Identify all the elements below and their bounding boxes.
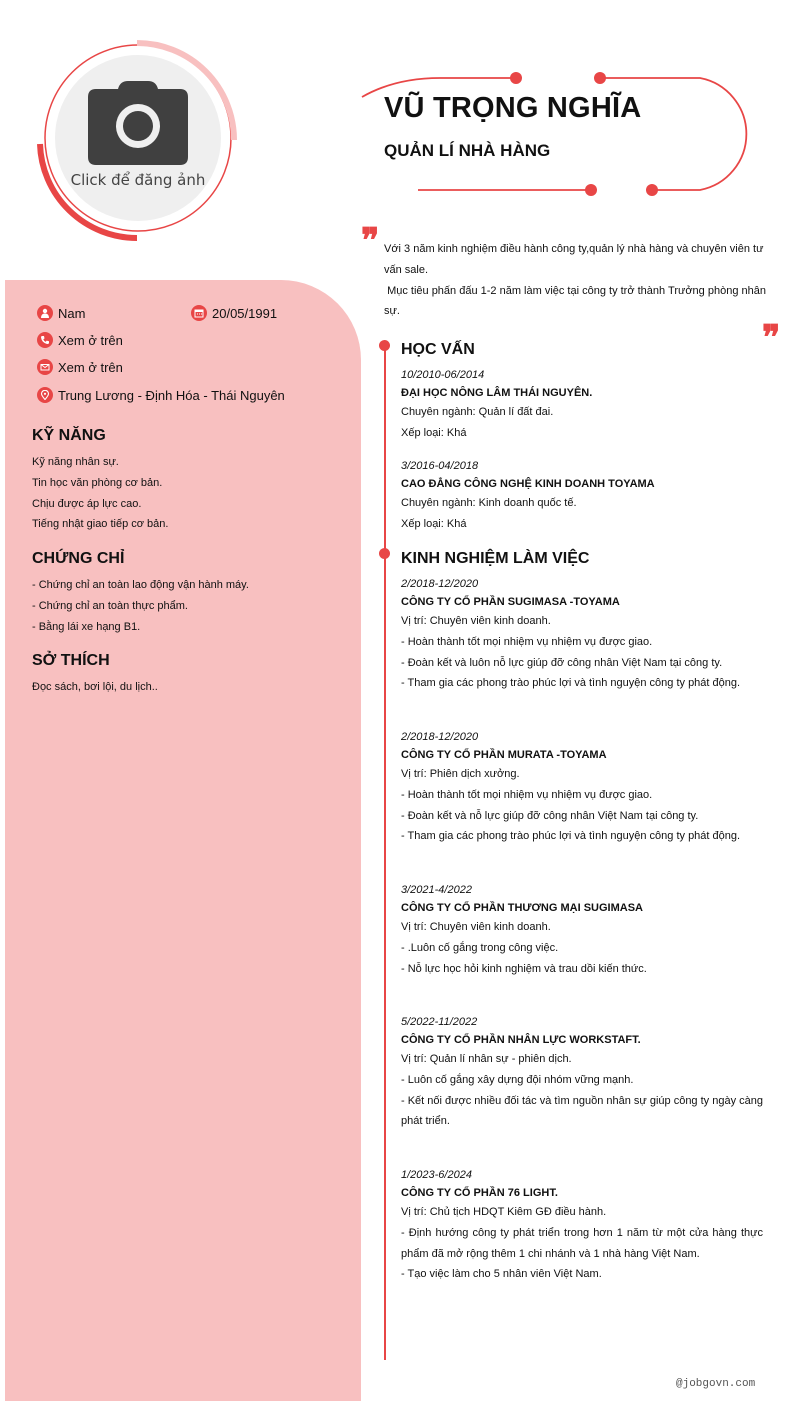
entry-org: CÔNG TY CỔ PHẦN THƯƠNG MẠI SUGIMASA	[401, 902, 643, 914]
entry-org: CÔNG TY CỔ PHẦN SUGIMASA -TOYAMA	[401, 596, 620, 608]
birthday-row	[191, 305, 277, 321]
entry-date: 2/2018-12/2020	[401, 578, 479, 590]
upload-photo-label: Click để đăng ảnh	[70, 171, 206, 189]
location-pin-icon	[37, 387, 53, 403]
entry-line: - Định hướng công ty phát triển trong hơn 1 năm từ một cửa hàng thực phẩm đã mở rộng thêm 1 chi nhánh và 1 nhà hàng Việt Nam.	[401, 1226, 763, 1260]
experience-entry	[401, 881, 763, 979]
entry-line: Chuyên ngành: Quản lí đất đai.	[401, 406, 554, 418]
user-icon	[37, 305, 53, 321]
phone-icon	[37, 332, 53, 348]
footer-watermark: @jobgovn.com	[676, 1378, 756, 1390]
hobby-item: Đọc sách, bơi lội, du lịch..	[32, 681, 158, 693]
certificates-heading: CHỨNG CHỈ	[32, 550, 125, 567]
skills-list	[32, 452, 168, 535]
close-quote-icon: ❞	[762, 318, 781, 358]
experience-entry	[401, 1013, 763, 1132]
phone-value: Xem ở trên	[58, 332, 123, 348]
hobbies-list	[32, 677, 158, 698]
entry-line: - .Luôn cố gắng trong công việc.	[401, 941, 559, 954]
gender-value: Nam	[58, 305, 86, 321]
entry-line: Vị trí: Chủ tịch HDQT Kiêm GĐ điều hành.	[401, 1206, 607, 1218]
entry-line: - Hoàn thành tốt mọi nhiệm vụ nhiệm vụ được giao.	[401, 635, 653, 648]
birthday-value: 20/05/1991	[212, 305, 278, 321]
summary-line: Với 3 năm kinh nghiệm điều hành công ty,quản lý nhà hàng và chuyên viên tư vấn sale.	[384, 243, 764, 276]
email-value: Xem ở trên	[58, 359, 123, 375]
avatar-upload[interactable]	[30, 35, 245, 250]
entry-line: Xếp loại: Khá	[401, 426, 467, 439]
entry-org: CAO ĐẲNG CÔNG NGHỆ KINH DOANH TOYAMA	[401, 478, 655, 490]
header-frame-decoration	[355, 65, 775, 205]
entry-line: - Kết nối được nhiều đối tác và tìm nguồn nhân sự giúp công ty ngày càng phát triển.	[401, 1094, 763, 1128]
entry-line: Chuyên ngành: Kinh doanh quốc tế.	[401, 497, 577, 509]
address-value: Trung Lương - Định Hóa - Thái Nguyên	[58, 387, 285, 403]
timeline-dot	[379, 548, 390, 559]
entry-org: CÔNG TY CỔ PHẦN NHÂN LỰC WORKSTAFT.	[401, 1034, 641, 1046]
calendar-icon	[191, 305, 207, 321]
phone-row	[37, 332, 123, 348]
entry-line: - Tạo việc làm cho 5 nhân viên Việt Nam.	[401, 1268, 602, 1281]
entry-line: Vị trí: Chuyên viên kinh doanh.	[401, 921, 551, 933]
certificate-item: - Chứng chỉ an toàn lao động vận hành máy.	[32, 579, 249, 591]
certificate-item: - Chứng chỉ an toàn thực phẩm.	[32, 599, 188, 612]
timeline-dot	[379, 340, 390, 351]
entry-line: - Đoàn kết và nỗ lực giúp đỡ công nhân Việt Nam tại công ty.	[401, 809, 699, 822]
entry-date: 2/2018-12/2020	[401, 731, 479, 743]
career-objective	[384, 239, 770, 322]
candidate-role: QUẢN LÍ NHÀ HÀNG	[384, 141, 551, 160]
entry-org: CÔNG TY CỔ PHẦN MURATA -TOYAMA	[401, 749, 607, 761]
certificates-list	[32, 575, 249, 637]
entry-line: Vị trí: Chuyên viên kinh doanh.	[401, 615, 551, 627]
certificate-item: - Bằng lái xe hạng B1.	[32, 620, 141, 633]
entry-date: 5/2022-11/2022	[401, 1016, 478, 1028]
entry-date: 3/2021-4/2022	[401, 884, 472, 896]
entry-line: Vị trí: Quản lí nhân sự - phiên dịch.	[401, 1053, 572, 1065]
entry-org: ĐẠI HỌC NÔNG LÂM THÁI NGUYÊN.	[401, 387, 593, 399]
address-row	[37, 387, 285, 403]
email-row	[37, 359, 123, 375]
entry-date: 1/2023-6/2024	[401, 1169, 472, 1181]
education-entry	[401, 366, 763, 444]
summary-line: Mục tiêu phấn đấu 1-2 năm làm việc tại công ty trở thành Trưởng phòng nhân sự.	[384, 284, 770, 318]
entry-line: Vị trí: Phiên dịch xưởng.	[401, 768, 520, 780]
entry-line: - Hoàn thành tốt mọi nhiệm vụ nhiệm vụ được giao.	[401, 788, 653, 801]
entry-date: 10/2010-06/2014	[401, 369, 485, 381]
entry-line: - Tham gia các phong trào phúc lợi và tình nguyện công ty phát động.	[401, 677, 741, 690]
avatar-placeholder[interactable]	[55, 55, 221, 221]
skill-item: Kỹ năng nhân sự.	[32, 456, 119, 468]
timeline-line	[384, 345, 386, 1360]
experience-entry	[401, 728, 763, 847]
sidebar	[5, 280, 361, 1401]
entry-date: 3/2016-04/2018	[401, 460, 479, 472]
skill-item: Tin học văn phòng cơ bản.	[32, 476, 163, 489]
camera-icon	[88, 79, 188, 167]
entry-org: CÔNG TY CỔ PHẦN 76 LIGHT.	[401, 1187, 558, 1199]
gender-row	[37, 305, 85, 321]
skill-item: Tiếng nhật giao tiếp cơ bản.	[32, 518, 169, 531]
skills-heading: KỸ NĂNG	[32, 427, 106, 444]
entry-line: - Luôn cố gắng xây dựng đội nhóm vững mạnh.	[401, 1073, 634, 1086]
experience-entry	[401, 1166, 763, 1285]
entry-line: - Nỗ lực học hỏi kinh nghiệm và trau dồi kiến thức.	[401, 962, 647, 975]
open-quote-icon: ❞	[361, 221, 380, 261]
candidate-name: VŨ TRỌNG NGHĨA	[384, 92, 642, 124]
entry-line: - Đoàn kết và luôn nỗ lực giúp đỡ công nhân Việt Nam tại công ty.	[401, 656, 723, 669]
hobbies-heading: SỞ THÍCH	[32, 652, 110, 669]
education-entry	[401, 457, 763, 535]
education-heading: HỌC VẤN	[401, 341, 475, 358]
experience-heading: KINH NGHIỆM LÀM VIỆC	[401, 550, 590, 567]
entry-line: - Tham gia các phong trào phúc lợi và tình nguyện công ty phát động.	[401, 830, 741, 843]
mail-icon	[37, 359, 53, 375]
experience-entry	[401, 575, 763, 694]
entry-line: Xếp loại: Khá	[401, 517, 467, 530]
skill-item: Chịu được áp lực cao.	[32, 497, 142, 510]
